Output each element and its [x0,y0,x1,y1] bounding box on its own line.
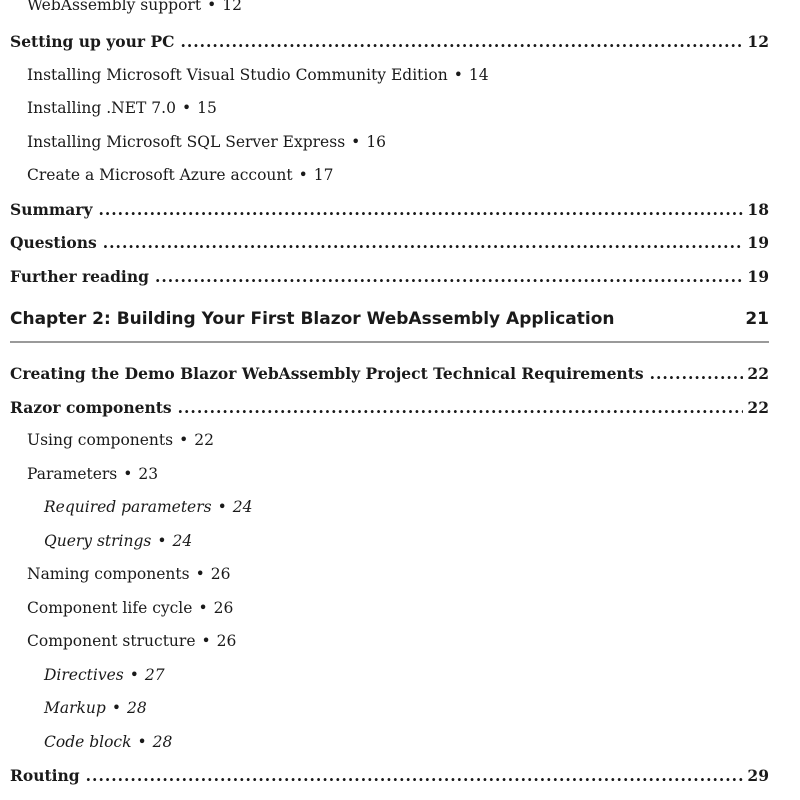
toc-entry-installing-dotnet[interactable] [0,99,800,129]
dot-leader [86,766,744,785]
toc-entry-page: 24 [232,498,253,516]
toc-section-razor-components[interactable] [0,398,800,428]
toc-entry-naming-components[interactable] [0,565,800,595]
toc-section-summary[interactable] [0,200,800,230]
toc-entry-title: Required parameters [44,498,212,516]
bullet-separator: • [207,0,217,14]
toc-entry-page: 28 [126,699,147,717]
chapter-heading[interactable] [0,309,800,343]
chapter-page: 21 [745,309,769,329]
toc-section-page: 19 [747,267,769,286]
bullet-separator: • [181,99,192,117]
toc-entry-title: Installing Microsoft Visual Studio Community Edition [27,66,448,84]
toc-section-title: Summary [10,200,93,219]
toc-section-creating-demo-project[interactable] [0,364,800,394]
chapter-title: Chapter 2: Building Your First Blazor WebAssembly Application [10,309,615,329]
dot-leader [178,398,744,417]
toc-entry-page: 24 [172,532,193,550]
dot-leader [155,267,743,286]
toc-entry-parameters[interactable] [0,465,800,495]
bullet-separator: • [111,699,121,717]
bullet-separator: • [217,498,227,516]
toc-entry-page: 16 [366,133,387,151]
toc-section-further-reading[interactable] [0,267,800,297]
toc-entry-title: Query strings [44,532,152,550]
toc-entry-page: 12 [222,0,242,14]
dot-leader [103,233,744,252]
toc-entry-markup[interactable] [0,699,800,729]
bullet-separator: • [123,465,133,483]
toc-section-title: Setting up your PC [10,32,175,51]
toc-entry-page: 26 [210,565,231,583]
toc-entry-title: Naming components [27,565,190,583]
toc-entry-query-strings[interactable] [0,532,800,562]
toc-section-questions[interactable] [0,233,800,263]
toc-entry-component-life-cycle[interactable] [0,599,800,629]
bullet-separator: • [195,565,205,583]
toc-entry-title: Component structure [27,632,196,650]
toc-section-page: 19 [747,233,769,252]
toc-entry-page: 26 [213,599,234,617]
dot-leader [180,32,743,51]
bullet-separator: • [137,733,147,751]
toc-entry-title: Component life cycle [27,599,193,617]
bullet-separator: • [201,632,211,650]
toc-entry-page: 22 [194,431,214,449]
toc-entry-installing-visual-studio[interactable] [0,66,800,96]
chapter-divider [10,341,769,343]
toc-section-title: Routing [10,766,80,785]
toc-section-routing[interactable] [0,766,800,796]
toc-entry-title: Installing Microsoft SQL Server Express [27,133,346,151]
toc-entry-azure-account[interactable] [0,166,800,196]
toc-entry-page: 17 [313,166,334,184]
toc-entry-webassembly-support[interactable] [0,0,800,26]
toc-section-title: Razor components [10,398,172,417]
toc-entry-installing-sql-server[interactable] [0,133,800,163]
bullet-separator: • [351,133,361,151]
toc-entry-page: 15 [197,99,217,117]
toc-entry-page: 28 [152,733,173,751]
toc-entry-title: Markup [44,699,106,717]
bullet-separator: • [298,166,308,184]
toc-entry-title: Create a Microsoft Azure account [27,166,293,184]
dot-leader [98,200,743,219]
toc-section-page: 22 [747,364,769,383]
bullet-separator: • [179,431,189,449]
dot-leader [650,364,744,383]
toc-entry-page: 14 [468,66,489,84]
toc-entry-title: Directives [44,666,124,684]
bullet-separator: • [198,599,208,617]
toc-entry-required-parameters[interactable] [0,498,800,528]
toc-entry-title: WebAssembly support [27,0,202,14]
toc-entry-directives[interactable] [0,666,800,696]
toc-section-title: Questions [10,233,97,252]
toc-section-title: Further reading [10,267,149,286]
toc-entry-code-block[interactable] [0,733,800,763]
toc-section-page: 12 [747,32,769,51]
toc-entry-page: 27 [144,666,165,684]
bullet-separator: • [129,666,139,684]
toc-entry-title: Code block [44,733,132,751]
toc-entry-component-structure[interactable] [0,632,800,662]
bullet-separator: • [157,532,167,550]
toc-entry-title: Parameters [27,465,118,483]
bullet-separator: • [453,66,463,84]
toc-entry-using-components[interactable] [0,431,800,461]
toc-section-page: 18 [747,200,769,219]
toc-entry-title: Installing .NET 7.0 [27,99,176,117]
toc-entry-page: 23 [138,465,159,483]
toc-section-title: Creating the Demo Blazor WebAssembly Project Technical Requirements [10,364,644,383]
toc-section-page: 29 [747,766,769,785]
toc-section-setting-up-your-pc[interactable] [0,32,800,62]
toc-section-page: 22 [747,398,769,417]
toc-entry-title: Using components [27,431,174,449]
toc-entry-page: 26 [216,632,237,650]
